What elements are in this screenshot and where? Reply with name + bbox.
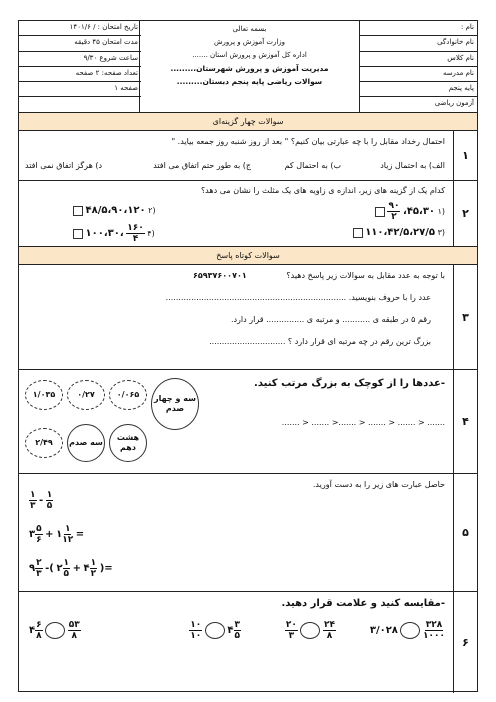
question-number: ۲ — [453, 181, 477, 246]
exam-date: تاریخ امتحان : / ۱۴۰۱/۶ — [19, 21, 141, 36]
question-intro: با توجه به عدد مقابل به سوالات زیر پاسخ دهید؟ — [286, 271, 445, 280]
given-number: ۶۵۹۳۷۶۰۰۷۰۱ — [193, 271, 247, 280]
ministry: وزارت آموزش و پرورش — [213, 38, 286, 46]
checkbox[interactable] — [353, 228, 363, 238]
question-number: ۵ — [453, 474, 477, 591]
question-text: -عددها را از کوچک به بزرگ مرتب کنید. — [254, 378, 445, 389]
question-number: ۳ — [453, 265, 477, 369]
checkbox[interactable] — [73, 229, 83, 239]
expression-3: ۹ $\frac{۲}{۳}$ -( ۲ $\frac{۱}{۵}$ + ۴ $\frac{۱}{۲}$ )= — [29, 558, 113, 579]
blank-cell — [19, 97, 141, 112]
question-2 — [19, 181, 477, 247]
compare-circle[interactable] — [45, 622, 65, 639]
question-5 — [19, 474, 477, 592]
number-bubble: ۱/۰۳۵ — [25, 380, 63, 410]
exam-field: آزمون ریاضی — [434, 99, 474, 108]
number-bubble: ۰/۲۷ — [67, 380, 105, 410]
bullet-digit-5: رقم ۵ در طبقه ی ........... و مرتبه ی ............... قرار دارد. — [230, 315, 431, 324]
exam-header — [19, 21, 477, 113]
answer-blanks: ....... < ....... < ....... < .......< ....... < ....... — [281, 418, 445, 427]
option-3: (۳ ۱۱۰،۴۲/۵،۲۷/۵ — [353, 227, 445, 238]
number-bubble: ۲/۴۹ — [25, 428, 63, 458]
option-2: (۲ ۴۸/۵،۹۰،۱۲۰ — [73, 205, 156, 216]
expression-2: ۳ $\frac{۵}{۶}$ + ۱ $\frac{۱}{۱۲}$ = — [29, 524, 85, 545]
section-multiple-choice: سوالات چهار گزینه‌ای — [19, 113, 477, 131]
option-b: ب) به احتمال کم — [284, 161, 341, 170]
family-field: نام خانوادگی — [360, 36, 477, 51]
question-text: حاصل عبارت های زیر را به دست آورید. — [312, 480, 445, 489]
province-office: اداره کل آموزش و پرورش استان ....... — [192, 51, 307, 59]
checkbox[interactable] — [73, 206, 83, 216]
option-4: (۴ $\frac{۱۶۰}{۴}$ ،۱۰۰،۳۰ — [73, 223, 155, 244]
start-time: ساعت شروع ۹/۳۰ — [19, 52, 141, 67]
class-field: نام کلاس — [360, 52, 477, 67]
option-a: الف) به احتمال زیاد — [380, 161, 445, 170]
bullet-largest-digit: بزرگ ترین رقم در چه مرتبه ای قرار دارد ؟ .............................. — [209, 337, 431, 346]
checkbox[interactable] — [375, 207, 385, 217]
city-office: مدیریت آموزش و پرورش شهرستان......... — [170, 64, 329, 73]
name-field: نام : — [360, 21, 477, 36]
grade-field: پایه پنجم — [360, 82, 477, 97]
school-field: نام مدرسه — [360, 67, 477, 82]
exam-page — [18, 20, 478, 692]
number-bubble: ۰/۰۶۵ — [109, 380, 147, 410]
question-4 — [19, 370, 477, 474]
question-text: احتمال رخداد مقابل را با چه عبارتی بیان کنیم؟ " بعد از روز شنبه روز جمعه بیاید. " — [171, 137, 445, 146]
student-info — [359, 21, 477, 112]
compare-4: ۴ $\frac{۶}{۸}$ $\frac{۵۳}{۸}$ — [29, 620, 80, 641]
compare-circle[interactable] — [300, 622, 320, 639]
page-count: تعداد صفحه: ۲ صفحه — [19, 67, 141, 82]
bullet-words: عدد را با حروف بنویسید. ....................................................................... — [165, 293, 431, 302]
compare-circle[interactable] — [205, 622, 225, 639]
question-number: ۶ — [453, 592, 477, 693]
number-cloud: سه و چهار صدم — [151, 378, 199, 430]
option-d: د) هرگز اتفاق نمی افتد — [25, 161, 103, 170]
expression-1: $\frac{۱}{۳}$ - $\frac{۱}{۵}$ — [30, 490, 53, 511]
section-short-answer: سوالات کوتاه پاسخ — [19, 247, 477, 265]
exam-duration: مدت امتحان ۴۵ دقیقه — [19, 36, 141, 51]
question-text: کدام یک از گزینه های زیر، اندازه ی زاویه های یک مثلث را نشان می دهد؟ — [200, 186, 445, 195]
question-6 — [19, 592, 477, 693]
number-cloud: سه صدم — [67, 424, 105, 462]
compare-circle[interactable] — [400, 622, 420, 639]
question-number: ۴ — [453, 370, 477, 473]
option-1: (۱ ۴۵،۳۰، $\frac{۹۰}{۲}$ — [375, 201, 445, 222]
question-1 — [19, 131, 477, 181]
option-c: ج) به طور حتم اتفاق می افتد — [153, 161, 251, 170]
ministry-info — [139, 21, 359, 112]
question-text: -مقایسه کنید و علامت قرار دهید. — [281, 598, 445, 609]
page-number: صفحه ۱ — [19, 82, 141, 97]
compare-2: $\frac{۲۰}{۳}$ $\frac{۲۴}{۸}$ — [285, 620, 335, 641]
exam-meta — [19, 21, 141, 112]
question-number: ۱ — [453, 131, 477, 180]
number-cloud: هشت دهم — [109, 424, 147, 462]
exam-title: سوالات ریاضی پایه پنجم دبستان......... — [176, 77, 323, 86]
bismillah: بسمه تعالی — [232, 25, 267, 33]
question-3 — [19, 265, 477, 370]
compare-3: $\frac{۱۰}{۱۰}$ ۴ $\frac{۳}{۵}$ — [190, 620, 240, 641]
compare-1: ۳/۰۲۸ $\frac{۳۲۸}{۱۰۰۰}$ — [369, 620, 445, 641]
